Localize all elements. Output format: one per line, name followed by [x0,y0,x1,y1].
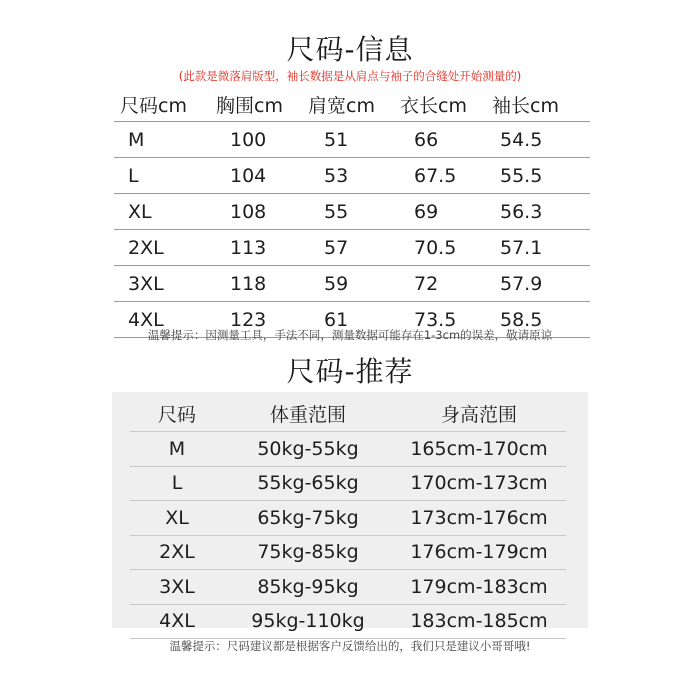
cell-size: M [168,437,186,460]
table-row [130,432,566,467]
size-info-header-row [114,88,590,122]
cell-weight: 75kg-85kg [257,541,359,564]
header-size: 尺码cm [120,95,187,117]
cell-sleeve: 57.9 [500,272,543,295]
cell-weight: 95kg-110kg [251,610,365,633]
table-row [114,158,590,194]
cell-chest: 113 [230,236,267,259]
cell-length: 66 [414,128,439,151]
cell-shoulder: 53 [324,164,349,187]
cell-size: 3XL [128,272,164,295]
cell-chest: 104 [230,164,267,187]
cell-size: M [128,128,145,151]
header-height: 身高范围 [440,404,517,426]
table-row [114,122,590,158]
cell-weight: 55kg-65kg [257,472,359,495]
header-sleeve: 袖长cm [492,95,559,117]
header-size: 尺码 [157,404,196,426]
size-recommend-tip: 温馨提示：尺码建议都是根据客户反馈给出的，我们只是建议小哥哥哦! [169,639,531,653]
cell-length: 70.5 [414,236,457,259]
cell-height: 165cm-170cm [410,437,548,460]
table-row [114,230,590,266]
cell-sleeve: 56.3 [500,200,543,223]
cell-shoulder: 51 [324,128,349,151]
table-row [114,194,590,230]
cell-length: 72 [414,272,439,295]
cell-length: 69 [414,200,439,223]
measurement-note: (此款是微落肩版型，袖长数据是从肩点与袖子的合缝处开始测量的) [178,69,522,83]
cell-chest: 118 [230,272,267,295]
cell-size: XL [128,200,152,223]
cell-size: XL [165,506,189,529]
cell-weight: 65kg-75kg [257,506,359,529]
cell-length: 67.5 [414,164,457,187]
header-chest: 胸围cm [216,95,283,117]
cell-shoulder: 55 [324,200,349,223]
cell-size: 3XL [159,575,195,598]
size-recommend-title: 尺码-推荐 [286,355,414,388]
size-info-title: 尺码-信息 [286,33,414,66]
size-info-tip: 温馨提示：因测量工具，手法不同，测量数据可能存在1-3cm的误差，敬请原谅 [147,328,553,342]
cell-shoulder: 59 [324,272,349,295]
cell-height: 173cm-176cm [410,506,548,529]
cell-size: 2XL [128,236,164,259]
cell-size: L [128,164,139,187]
table-row [130,536,566,571]
cell-sleeve: 58.5 [500,308,543,331]
cell-length: 73.5 [414,308,457,331]
table-row [114,266,590,302]
cell-size: L [171,472,183,495]
cell-sleeve: 54.5 [500,128,543,151]
cell-weight: 50kg-55kg [257,437,359,460]
table-row [130,570,566,605]
header-length: 衣长cm [400,95,467,117]
cell-chest: 123 [230,308,267,331]
header-weight: 体重范围 [269,404,346,426]
cell-height: 170cm-173cm [410,472,548,495]
cell-sleeve: 55.5 [500,164,543,187]
cell-height: 176cm-179cm [410,541,548,564]
cell-size: 4XL [128,308,164,331]
header-shoulder: 肩宽cm [308,95,375,117]
recommend-header-row [130,396,566,432]
cell-shoulder: 57 [324,236,349,259]
size-info-table [114,88,590,338]
size-recommend-table [130,396,566,639]
cell-size: 4XL [159,610,195,633]
table-row [130,605,566,640]
cell-chest: 108 [230,200,267,223]
cell-weight: 85kg-95kg [257,575,359,598]
table-row [130,467,566,502]
cell-sleeve: 57.1 [500,236,543,259]
cell-shoulder: 61 [324,308,349,331]
cell-chest: 100 [230,128,267,151]
cell-height: 179cm-183cm [410,575,548,598]
table-row [130,501,566,536]
cell-size: 2XL [159,541,195,564]
cell-height: 183cm-185cm [410,610,548,633]
